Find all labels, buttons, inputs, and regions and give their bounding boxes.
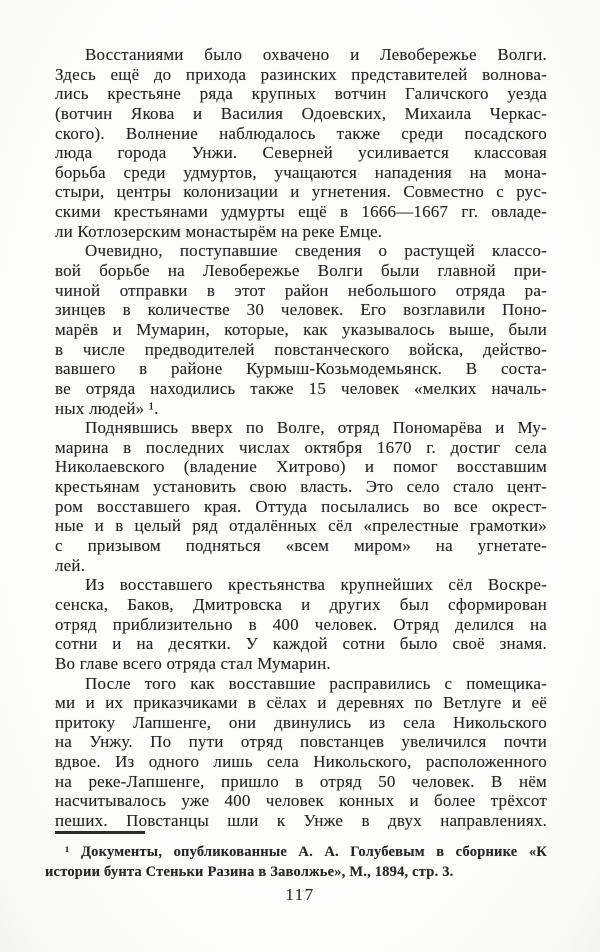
- text-line: вдвое. Из одного лишь села Никольского, расположенного: [55, 752, 547, 772]
- text-line: ве отряда находились также 15 человек «мелких началь-: [55, 378, 547, 398]
- text-line: ром восставшего края. Оттуда посылались во все окрест-: [55, 496, 547, 516]
- text-line: крестьянам установить свою власть. Это село стало цент-: [55, 477, 547, 497]
- text-line: чиной отправки в этот район небольшого отряда ра-: [55, 280, 547, 300]
- text-line: на реке-Лапшенге, пришло в отряд 50 человек. В нём: [55, 771, 547, 791]
- text-line: ского). Волнение наблюдалось также среди посадского: [55, 123, 547, 143]
- text-line: ли Котлозерским монастырём на реке Емце.: [55, 221, 383, 241]
- text-line: Николаевского (владение Хитрово) и помог восставшим: [55, 457, 547, 477]
- footnote-line: истории бунта Стеньки Разина в Заволжье», М., 1894, стр. 3.: [45, 863, 454, 880]
- text-line: Здесь ещё до прихода разинских представителей волнова-: [55, 64, 547, 84]
- footnote-block: [45, 843, 547, 882]
- text-line: лей.: [55, 555, 86, 575]
- text-line: Из восставшего крестьянства крупнейших сёл Воскре-: [85, 575, 547, 595]
- footnote-rule: [55, 831, 145, 834]
- text-line: (вотчин Якова и Василия Одоевских, Михаила Черкас-: [55, 103, 547, 123]
- text-line: стыри, центры колонизации и угнетения. Совместно с рус-: [55, 182, 547, 202]
- text-line: марёв и Мумарин, которые, как указывалось выше, были: [55, 319, 547, 339]
- text-line: борьба среди удмуртов, учащаются нападения на мона-: [55, 162, 547, 182]
- text-line: сенска, Баков, Дмитровска и других был сформирован: [55, 594, 547, 614]
- text-line: зинцев в количестве 30 человек. Его возглавили Поно-: [55, 300, 547, 320]
- text-line: Поднявшись вверх по Волге, отряд Пономарёва и Му-: [85, 418, 547, 438]
- text-block: [55, 45, 547, 831]
- text-line: ных людей» ¹.: [55, 398, 159, 418]
- text-line: скими крестьянами удмурты ещё в 1666—1667 гг. овладе-: [55, 202, 547, 222]
- text-line: насчитывалось уже 400 человек конных и более трёхсот: [55, 791, 547, 811]
- text-line: в числе предводителей повстанческого войска, действо-: [55, 339, 547, 359]
- text-line: люда города Унжи. Северней усиливается классовая: [55, 143, 547, 163]
- text-line: После того как восставшие расправились с помещика-: [85, 673, 547, 693]
- text-line: ми и их приказчиками в сёлах и деревнях по Ветлуге и её: [55, 693, 547, 713]
- text-line: Во главе всего отряда стал Мумарин.: [55, 653, 331, 673]
- text-line: с призывом подняться «всем миром» на угнетате-: [55, 536, 547, 556]
- text-line: сотни и на десятки. У каждой сотни было своё знамя.: [55, 634, 547, 654]
- text-line: вавшего в районе Курмыш-Козьмодемьянск. В соста-: [55, 359, 547, 379]
- page-number: 117: [285, 885, 315, 904]
- text-line: лись крестьяне ряда крупных вотчин Галичского уезда: [55, 84, 547, 104]
- text-line: ные и в целый ряд отдалённых сёл «прелестные грамотки»: [55, 516, 547, 536]
- text-line: Очевидно, поступавшие сведения о растущей классо-: [85, 241, 547, 261]
- footnote-line: ¹ Документы, опубликованные А. А. Голубевым в сборнике «К: [65, 844, 547, 860]
- text-line: вой борьбе на Левобережье Волги были главной при-: [55, 261, 547, 281]
- text-line: на Унжу. По пути отряд повстанцев увеличился почти: [55, 732, 547, 752]
- text-line: притоку Лапшенге, они двинулись из села Никольского: [55, 712, 547, 732]
- text-line: марина в последних числах октября 1670 г. достиг села: [55, 437, 547, 457]
- text-line: отряд приблизительно в 400 человек. Отряд делился на: [55, 614, 547, 634]
- text-line: Восстаниями было охвачено и Левобережье Волги.: [85, 45, 547, 64]
- text-line: пеших. Повстанцы шли к Унже в двух направлениях.: [55, 810, 547, 830]
